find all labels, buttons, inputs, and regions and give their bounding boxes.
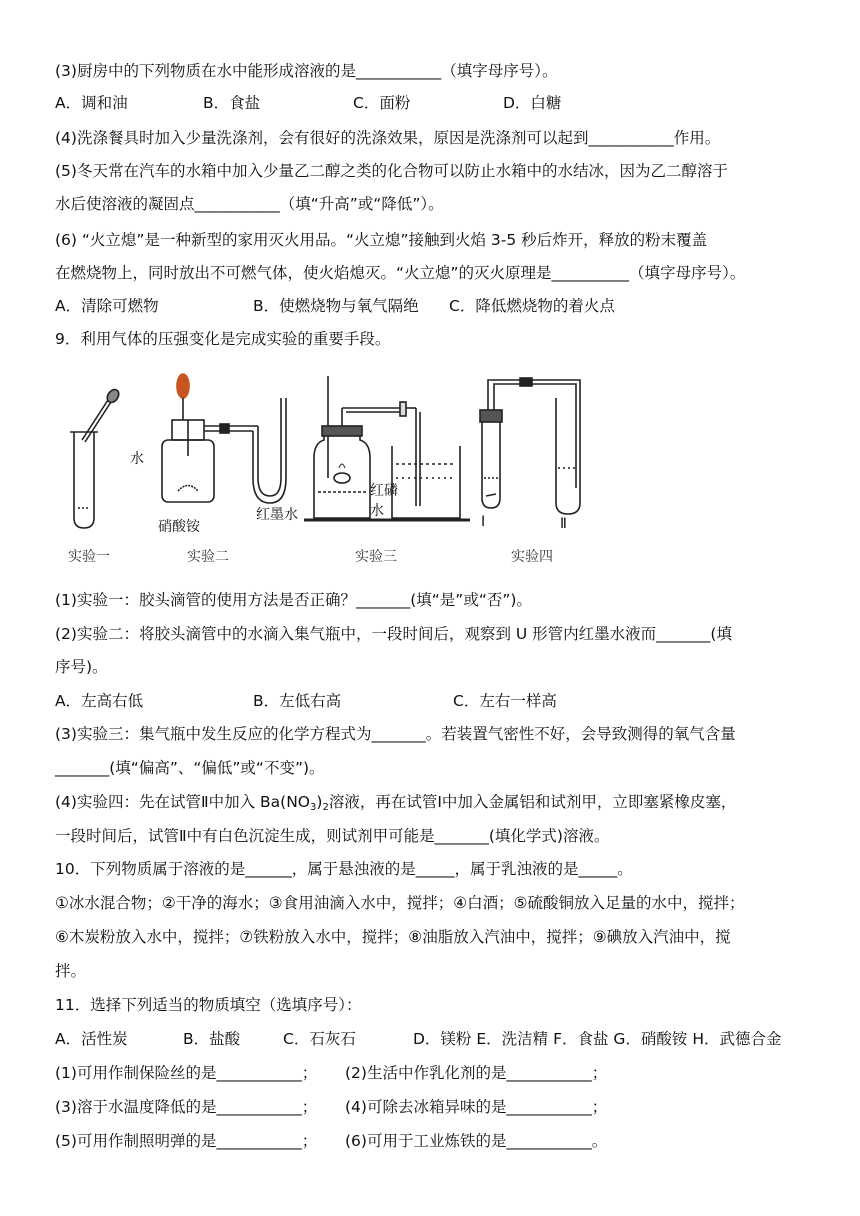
- exp4-apparatus: [480, 378, 580, 514]
- caption-exp3: 实验三: [355, 549, 397, 565]
- q9-3-text-1: (3)实验三：集气瓶中发生反应的化学方程式为_______。若装置气密性不好，会导致测得的氧气含量: [55, 725, 736, 743]
- q11-1: (1)可用作制保险丝的是___________；: [55, 1064, 318, 1082]
- exp1-apparatus: [70, 387, 121, 528]
- q11-option-c: C．石灰石: [283, 1030, 356, 1048]
- experiment-diagram: [60, 368, 820, 568]
- q8-6-option-c: C．降低燃烧物的着火点: [449, 297, 615, 315]
- q11-heading: 11．选择下列适当的物质填空（选填序号）：: [55, 996, 362, 1014]
- q9-4-sub-2: 2: [322, 802, 329, 813]
- q8-6-option-b: B．使燃烧物与氧气隔绝: [253, 297, 419, 315]
- q9-4-part-b: ): [316, 793, 323, 811]
- q10-items-1: ①冰水混合物；②干净的海水；③食用油滴入水中，搅拌；④白酒；⑤硫酸铜放入足量的水中，搅拌；: [55, 894, 745, 912]
- q9-2-option-a: A．左高右低: [55, 692, 144, 710]
- q9-4-part-a: (4)实验四：先在试管Ⅱ中加入 Ba(NO: [55, 793, 310, 811]
- q11-option-a: A．活性炭: [55, 1030, 128, 1048]
- q9-2-option-c: C．左右一样高: [453, 692, 557, 710]
- q11-5: (5)可用作制照明弹的是___________；: [55, 1132, 318, 1150]
- q9-2-option-b: B．左低右高: [253, 692, 342, 710]
- q11-2: (2)生活中作乳化剂的是___________；: [345, 1064, 608, 1082]
- label-water-beaker: 水: [370, 503, 384, 519]
- q11-6: (6)可用于工业炼铁的是___________。: [345, 1132, 608, 1150]
- label-red-ink: 红墨水: [256, 507, 298, 523]
- q9-4-part-c: 溶液，再在试管Ⅰ中加入金属铝和试剂甲，立即塞紧橡皮塞，: [328, 793, 737, 811]
- q9-4-sub-3: 3: [310, 802, 317, 813]
- q9-heading: 9．利用气体的压强变化是完成实验的重要手段。: [55, 330, 391, 348]
- q10-heading: 10．下列物质属于溶液的是______，属于悬浊液的是_____，属于乳浊液的是_____。: [55, 860, 633, 878]
- q10-items-3: 拌。: [55, 962, 87, 980]
- q11-4: (4)可除去冰箱异味的是___________；: [345, 1098, 608, 1116]
- q9-3-text-2: _______(填“偏高”、“偏低”或“不变”)。: [55, 759, 325, 777]
- caption-exp1: 实验一: [68, 549, 110, 565]
- label-tube-i: Ⅰ: [481, 514, 486, 530]
- q8-3-option-c: C．面粉: [353, 94, 411, 112]
- q8-3-option-b: B．食盐: [203, 94, 261, 112]
- q8-3-text: (3)厨房中的下列物质在水中能形成溶液的是___________（填字母序号）。: [55, 62, 558, 80]
- q9-2-text-2: 序号)。: [55, 658, 108, 676]
- q9-2-text-1: (2)实验二：将胶头滴管中的水滴入集气瓶中，一段时间后，观察到 U 形管内红墨水液而_______(填: [55, 625, 732, 643]
- label-water: 水: [130, 451, 144, 467]
- q8-6-text-2: 在燃烧物上，同时放出不可燃气体，使火焰熄灭。“火立熄”的灭火原理是__________（填字母序号）。: [55, 264, 746, 282]
- q9-1-text: (1)实验一：胶头滴管的使用方法是否正确？_______(填“是”或“否”)。: [55, 591, 532, 609]
- q11-3: (3)溶于水温度降低的是___________；: [55, 1098, 318, 1116]
- q8-4-text: (4)洗涤餐具时加入少量洗涤剂，会有很好的洗涤效果，原因是洗涤剂可以起到___________作用。: [55, 129, 721, 147]
- q8-6-text-1: (6) “火立熄”是一种新型的家用灭火用品。“火立熄”接触到火焰 3-5 秒后炸开，释放的粉末覆盖: [55, 231, 708, 249]
- exp2-apparatus: [162, 374, 286, 503]
- q11-option-b: B．盐酸: [183, 1030, 241, 1048]
- label-ammonium-nitrate: 硝酸铵: [158, 519, 200, 535]
- q8-5-text-2: 水后使溶液的凝固点___________（填“升高”或“降低”）。: [55, 195, 444, 213]
- q8-5-text-1: (5)冬天常在汽车的水箱中加入少量乙二醇之类的化合物可以防止水箱中的水结冰，因为乙二醇溶于: [55, 162, 728, 180]
- q10-items-2: ⑥木炭粉放入水中，搅拌；⑦铁粉放入水中，搅拌；⑧油脂放入汽油中，搅拌；⑨碘放入汽油中，搅: [55, 928, 731, 946]
- q11-option-d-h: D．镁粉 E．洗洁精 F．食盐 G．硝酸铵 H．武德合金: [413, 1030, 782, 1048]
- q9-4-text-2: 一段时间后，试管Ⅱ中有白色沉淀生成，则试剂甲可能是_______(填化学式)溶液。: [55, 827, 610, 845]
- caption-exp4: 实验四: [511, 549, 553, 565]
- label-red-phosphorus: 红磷: [370, 483, 398, 499]
- q8-3-option-d: D．白糖: [503, 94, 562, 112]
- q9-4-text-1: [55, 791, 820, 819]
- q8-6-option-a: A．清除可燃物: [55, 297, 159, 315]
- label-tube-ii: Ⅱ: [560, 516, 567, 532]
- caption-exp2: 实验二: [187, 549, 229, 565]
- experiment-figure: [60, 368, 820, 568]
- q8-3-option-a: A．调和油: [55, 94, 128, 112]
